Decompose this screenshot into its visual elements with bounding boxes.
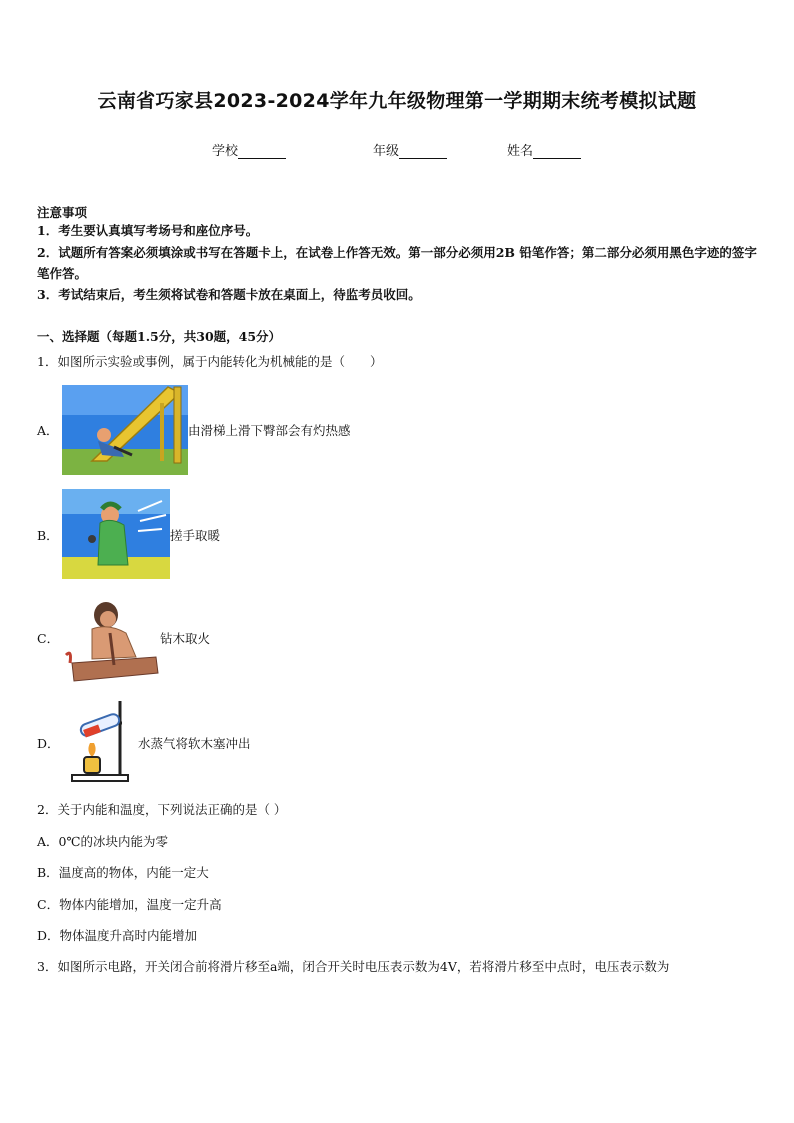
note-item: 3．考试结束后，考生须将试卷和答题卡放在桌面上，待监考员收回。 <box>37 287 421 302</box>
q1-option-c-text: 钻木取火 <box>160 631 211 646</box>
q1-option-b-text: 搓手取暖 <box>170 528 221 543</box>
q2-option-b-text: 温度高的物体，内能一定大 <box>58 865 209 880</box>
rubbing-hands-icon <box>62 489 170 579</box>
q2-option-c <box>37 895 759 915</box>
note-item: 2．试题所有答案必须填涂或书写在答题卡上，在试卷上作答无效。第一部分必须用2B 铅笔作答；第二部分必须用黑色字迹的签字笔作答。 <box>37 245 757 281</box>
school-label: 学校 <box>212 144 239 159</box>
question-3-stem: 3．如图所示电路，开关闭合前将滑片移至a端，闭合开关时电压表示数为4V，若将滑片移至中点时，电压表示数为 <box>37 959 670 974</box>
grade-label: 年级 <box>373 144 400 159</box>
grade-blank[interactable] <box>399 144 447 159</box>
q1-option-b-letter: B． <box>37 528 59 543</box>
q2-option-b-letter: B． <box>37 865 59 880</box>
name-label: 姓名 <box>507 144 534 159</box>
section-title: 一、选择题（每题1.5分，共30题，45分） <box>37 329 282 344</box>
test-tube-burner-icon <box>66 697 132 785</box>
name-blank[interactable] <box>533 144 581 159</box>
q1-option-a-text: 由滑梯上滑下臀部会有灼热感 <box>188 423 351 438</box>
note-item: 1．考生要认真填写考场号和座位序号。 <box>37 223 259 238</box>
student-info-row <box>0 140 794 160</box>
school-field[interactable] <box>212 140 286 159</box>
q2-option-c-letter: C． <box>37 897 60 912</box>
q2-option-a <box>37 832 759 852</box>
slide-icon <box>62 385 188 475</box>
q2-option-a-text: 0℃的冰块内能为零 <box>58 834 168 849</box>
q1-option-d-text: 水蒸气将软木塞冲出 <box>138 736 251 751</box>
page-title: 云南省巧家县2023-2024学年九年级物理第一学期期末统考模拟试题 <box>97 90 697 112</box>
name-field[interactable] <box>507 140 581 159</box>
q2-option-a-letter: A． <box>37 834 59 849</box>
question-1-stem: 1．如图所示实验或事例，属于内能转化为机械能的是（ ） <box>37 354 383 369</box>
q2-option-d-text: 物体温度升高时内能增加 <box>59 928 198 943</box>
question-2-stem: 2．关于内能和温度，下列说法正确的是（ ） <box>37 802 287 817</box>
q2-option-c-text: 物体内能增加，温度一定升高 <box>59 897 222 912</box>
q2-option-d-letter: D． <box>37 928 60 943</box>
q1-option-c-letter: C． <box>37 631 60 646</box>
grade-field[interactable] <box>373 140 447 159</box>
q2-option-b <box>37 863 759 883</box>
q2-option-d <box>37 926 759 946</box>
q1-option-a-letter: A． <box>37 423 59 438</box>
fire-drill-icon <box>62 593 162 685</box>
school-blank[interactable] <box>238 144 286 159</box>
q1-option-d-letter: D． <box>37 736 60 751</box>
notes-heading: 注意事项 <box>37 205 88 220</box>
